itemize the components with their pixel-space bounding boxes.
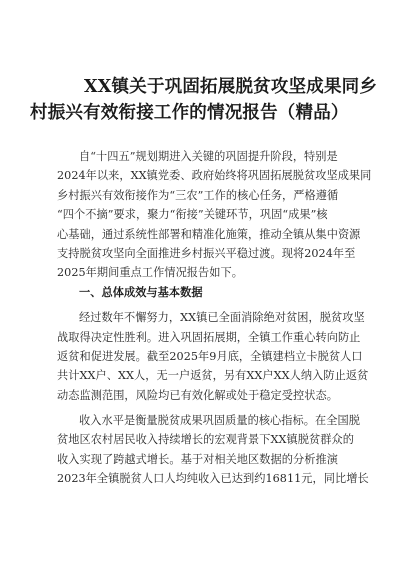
paragraph-intro — [57, 147, 372, 283]
paragraph-line: 战取得决定性胜利。进入巩固拓展期，全镇工作重心转向防止 — [57, 330, 361, 344]
paragraph-line: 自“十四五”规划期进入关键的巩固提升阶段，特别是 — [79, 150, 338, 163]
paragraph-line: 2024年以来，XX镇党委、政府始终将巩固拓展脱贫攻坚成果同 — [57, 169, 372, 183]
paragraph-line: 2023年全镇脱贫人口人均纯收入已达到约16811元，同比增长 — [57, 472, 369, 486]
paragraph-results — [57, 308, 369, 405]
paragraph-line: 支持脱贫攻坚向全面推进乡村振兴平稳过渡。现将2024年至 — [57, 246, 356, 260]
paragraph-line: 心基础，通过系统性部署和精准化施策，推动全镇从集中资源 — [57, 227, 361, 241]
document-title — [30, 74, 380, 126]
paragraph-line: 返贫和促进发展。截至2025年9月底，全镇建档立卡脱贫人口 — [57, 349, 363, 363]
paragraph-line: 收入实现了跨越式增长。基于对相关地区数据的分析推演 — [57, 452, 338, 466]
document-title-line-1: XX镇关于巩固拓展脱贫攻坚成果同乡 — [84, 77, 378, 97]
paragraph-line: 2025年期间重点工作情况报告如下。 — [57, 266, 243, 280]
paragraph-line: 动态监测范围，风险均已有效化解或处于稳定受控状态。 — [57, 388, 338, 402]
document-body — [57, 147, 372, 489]
paragraph-line: 乡村振兴有效衔接作为“三农”工作的核心任务，严格遵循 — [57, 188, 339, 202]
paragraph-line: “四个不摘”要求，聚力“衔接”关键环节，巩固“成果”核 — [57, 208, 328, 222]
paragraph-line: 经过数年不懈努力，XX镇已全面消除绝对贫困，脱贫攻坚 — [79, 311, 365, 325]
paragraph-line: 共计XX户、XX人，无一户返贫，另有XX户XX人纳入防止返贫 — [57, 369, 369, 383]
paragraph-line: 收入水平是衡量脱贫成果巩固质量的核心指标。在全国脱 — [79, 414, 360, 428]
document-title-line-2: 村振兴有效衔接工作的情况报告（精品） — [30, 103, 349, 123]
paragraph-income — [57, 411, 369, 489]
section-heading: 一、总体成效与基本数据 — [79, 285, 203, 299]
paragraph-line: 贫地区农村居民收入持续增长的宏观背景下XX镇脱贫群众的 — [57, 433, 354, 447]
